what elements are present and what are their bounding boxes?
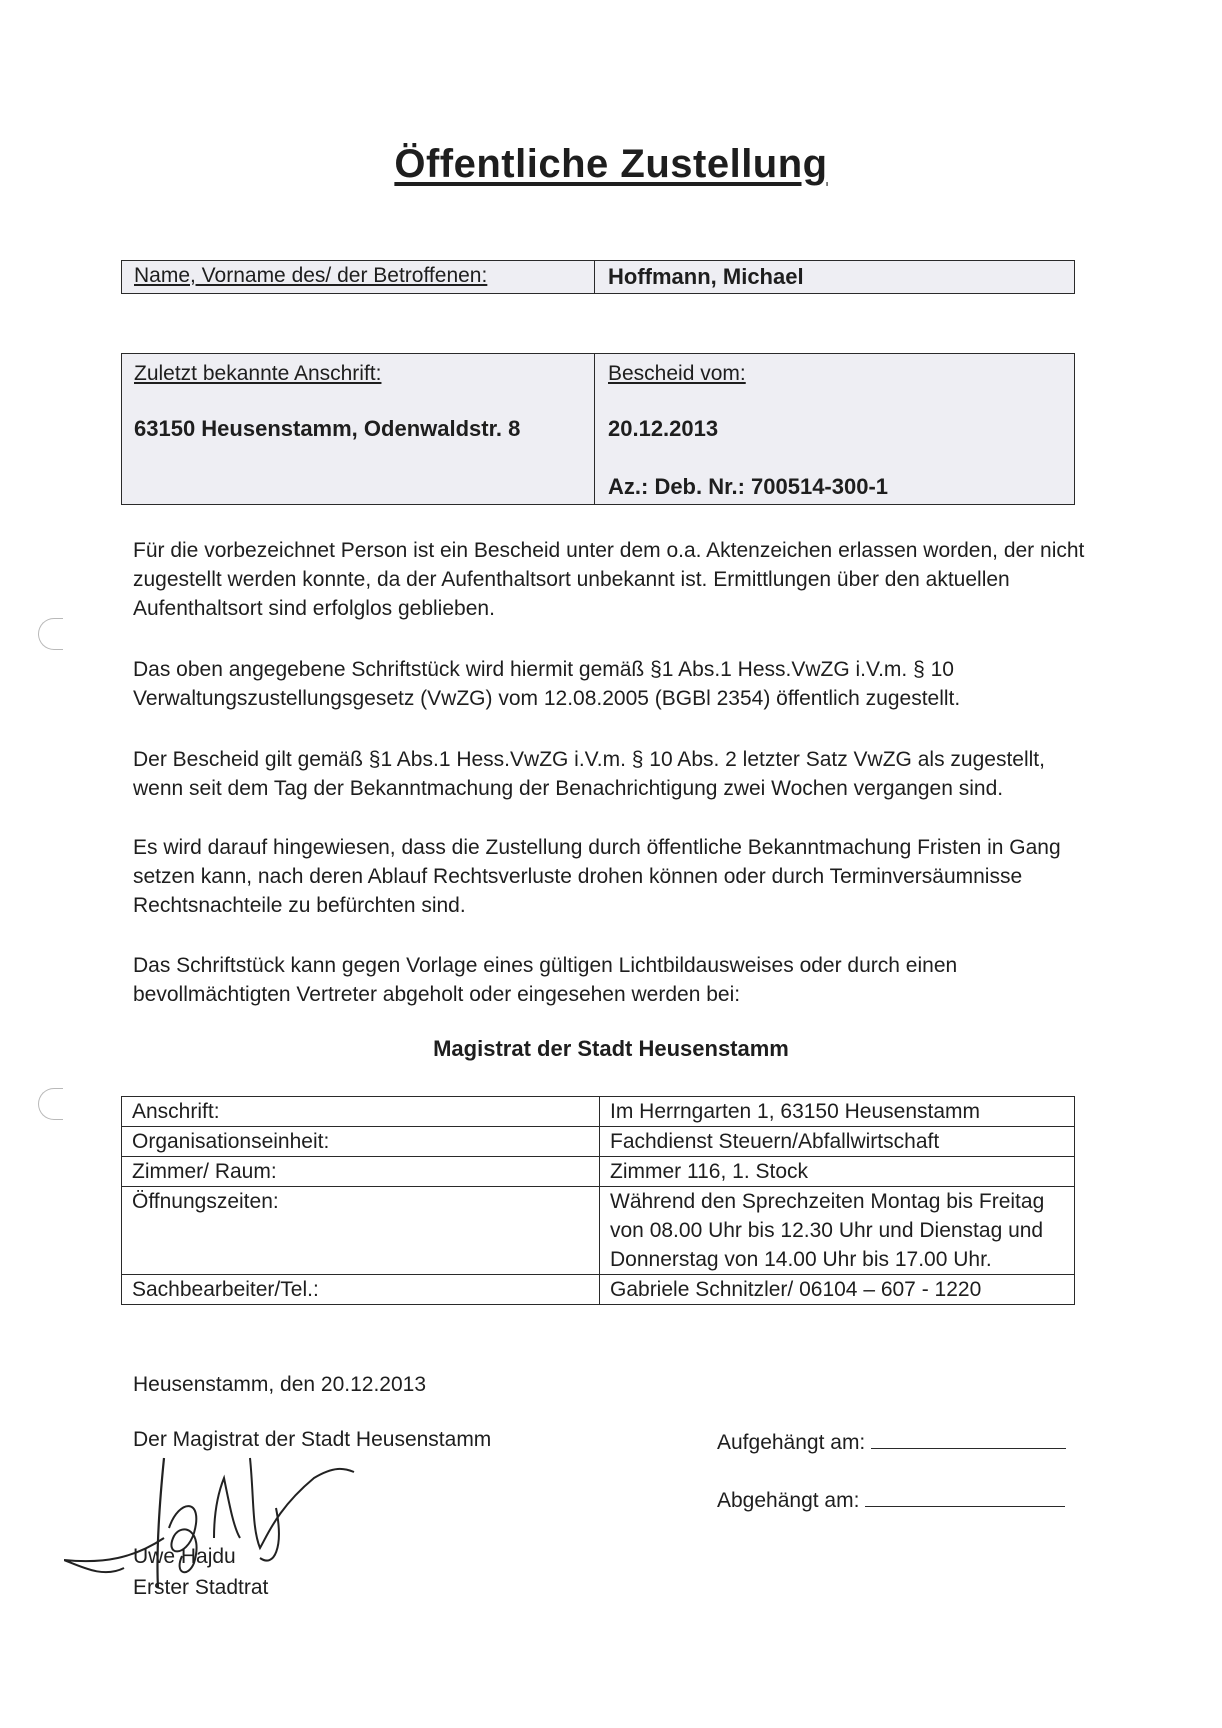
address-label: Zuletzt bekannte Anschrift: [134, 362, 382, 385]
clerk-phone-value: Gabriele Schnitzler/ 06104 – 607 - 1220 [600, 1275, 1075, 1305]
paragraph-2: Das oben angegebene Schriftstück wird hiermit gemäß §1 Abs.1 Hess.VwZG i.V.m. § 10 Verwaltungszustellungsgesetz (VwZG) vom 12.08.2005 (BGBl 2354) öffentlich zugestellt. [133, 658, 961, 710]
issuing-authority: Der Magistrat der Stadt Heusenstamm [133, 1428, 492, 1451]
removed-date-field [717, 1486, 1065, 1513]
opening-hours-value: Während den Sprechzeiten Montag bis Freitag von 08.00 Uhr bis 12.30 Uhr und Dienstag und Donnerstag von 14.00 Uhr bis 17.00 Uhr. [600, 1187, 1075, 1275]
office-heading: Magistrat der Stadt Heusenstamm [433, 1036, 789, 1061]
posted-label: Aufgehängt am: [717, 1431, 866, 1454]
person-box [121, 260, 1075, 294]
room-value: Zimmer 116, 1. Stock [600, 1157, 1075, 1187]
org-unit-key: Organisationseinheit: [122, 1127, 600, 1157]
room-key: Zimmer/ Raum: [122, 1157, 600, 1187]
document-title: Öffentliche Zustellung [394, 142, 828, 186]
table-row [122, 1127, 1075, 1157]
office-table [121, 1096, 1075, 1305]
paragraph-1: Für die vorbezeichnet Person ist ein Bescheid unter dem o.a. Aktenzeichen erlassen worden, der nicht zugestellt werden konnte, da der Aufenthaltsort unbekannt ist. Ermittlungen über den aktuellen Aufenthaltsort sind erfolglos geblieben. [133, 539, 1085, 620]
address-value: 63150 Heusenstamm, Odenwaldstr. 8 [134, 416, 521, 441]
signer-name: Uwe Hajdu [133, 1545, 236, 1568]
posted-date-field [717, 1428, 1066, 1455]
office-address-key: Anschrift: [122, 1097, 600, 1127]
paragraph-5: Das Schriftstück kann gegen Vorlage eines gültigen Lichtbildausweises oder durch einen bevollmächtigten Vertreter abgeholt oder eingesehen werden bei: [133, 954, 958, 1006]
clerk-phone-key: Sachbearbeiter/Tel.: [122, 1275, 600, 1305]
decision-date: 20.12.2013 [608, 416, 719, 441]
address-box [121, 353, 1075, 505]
person-label: Name, Vorname des/ der Betroffenen: [134, 264, 488, 287]
office-address-value: Im Herrngarten 1, 63150 Heusenstamm [600, 1097, 1075, 1127]
removed-label: Abgehängt am: [717, 1489, 860, 1512]
person-name: Hoffmann, Michael [608, 264, 804, 289]
reference-number: Az.: Deb. Nr.: 700514-300-1 [608, 474, 889, 499]
place-date: Heusenstamm, den 20.12.2013 [133, 1373, 427, 1396]
opening-hours-key: Öffnungszeiten: [122, 1187, 600, 1275]
table-row [122, 1157, 1075, 1187]
paragraph-4: Es wird darauf hingewiesen, dass die Zustellung durch öffentliche Bekanntmachung Fristen in Gang setzen kann, nach deren Ablauf Rechtsverluste drohen können oder durch Terminversäumnisse Rechtsnachteile zu befürchten sind. [133, 836, 1061, 917]
table-row [122, 1275, 1075, 1305]
decision-date-label: Bescheid vom: [608, 362, 746, 385]
org-unit-value: Fachdienst Steuern/Abfallwirtschaft [600, 1127, 1075, 1157]
table-row [122, 1097, 1075, 1127]
posted-date-line [871, 1428, 1066, 1449]
table-row [122, 1187, 1075, 1275]
punch-hole-mark [38, 618, 63, 650]
signer-title: Erster Stadtrat [133, 1576, 269, 1599]
removed-date-line [865, 1486, 1065, 1507]
paragraph-3: Der Bescheid gilt gemäß §1 Abs.1 Hess.VwZG i.V.m. § 10 Abs. 2 letzter Satz VwZG als zugestellt, wenn seit dem Tag der Bekanntmachung der Benachrichtigung zwei Wochen vergangen sind. [133, 748, 1045, 800]
punch-hole-mark [38, 1088, 63, 1120]
